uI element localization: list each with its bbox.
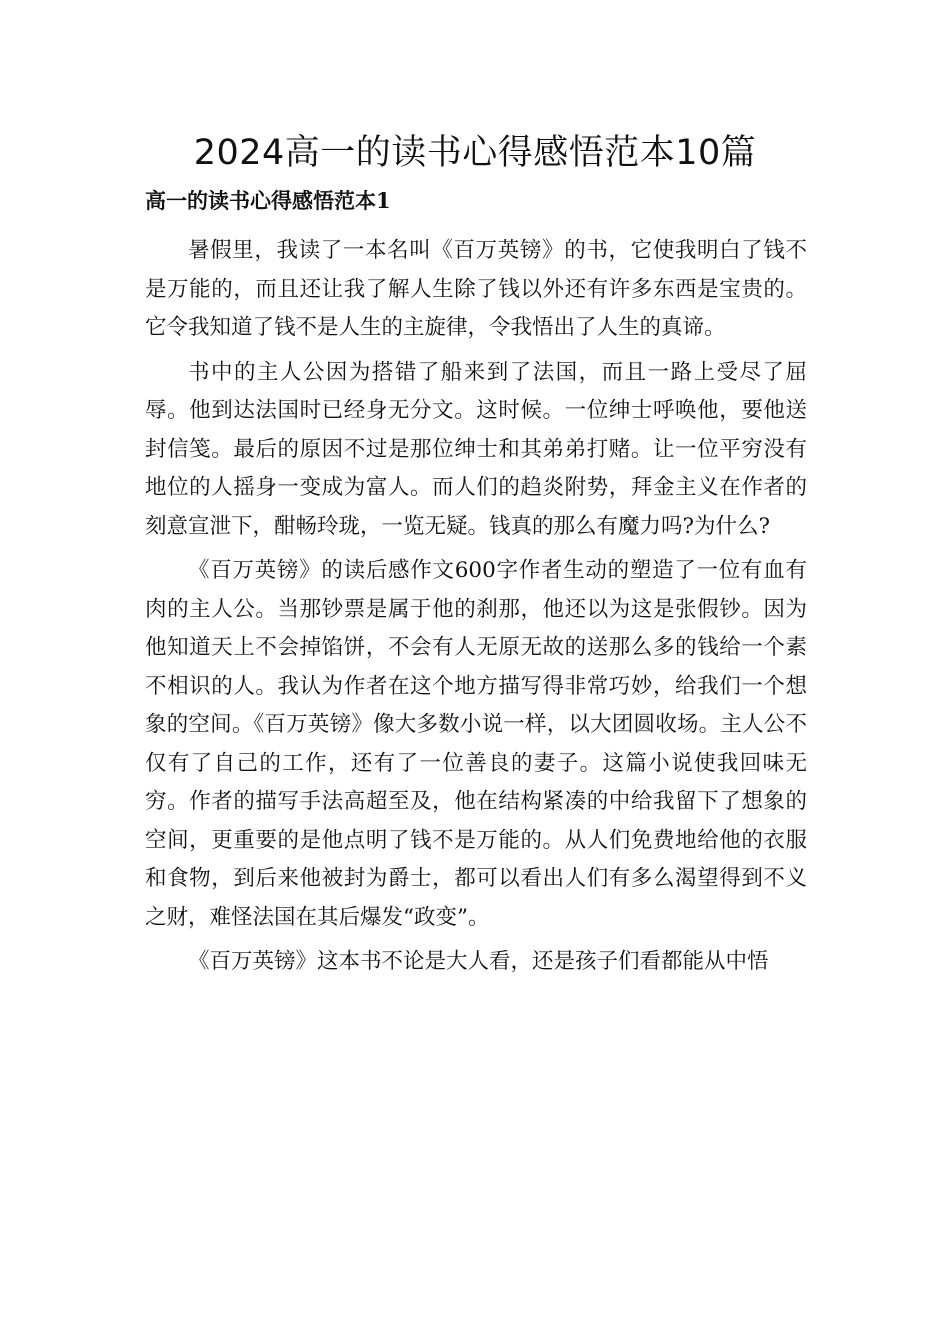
paragraph: 暑假里，我读了一本名叫《百万英镑》的书，它使我明白了钱不是万能的，而且还让我了解人生除了钱以外还有许多东西是宝贵的。它令我知道了钱不是人生的主旋律，令我悟出了人生的真谛。: [145, 238, 807, 340]
document-title: 2024高一的读书心得感悟范本10篇: [193, 133, 757, 173]
paragraph: 《百万英镑》的读后感作文600字作者生动的塑造了一位有血有肉的主人公。当那钞票是属于他的刹那，他还以为这是张假钞。因为他知道天上不会掉馅饼，不会有人无原无故的送那么多的钱给一个素不相识的人。我认为作者在这个地方描写得非常巧妙，给我们一个想象的空间。《百万英镑》像大多数小说一样，以大团圆收场。主人公不仅有了自己的工作，还有了一位善良的妻子。这篇小说使我回味无穷。作者的描写手法高超至及，他在结构紧凑的中给我留下了想象的空间，更重要的是他点明了钱不是万能的。从人们免费地给他的衣服和食物，到后来他被封为爵士，都可以看出人们有多么渴望得到不义之财，难怪法国在其后爆发“政变”。: [145, 558, 807, 930]
section-heading: 高一的读书心得感悟范本1: [145, 188, 391, 213]
paragraph: 《百万英镑》这本书不论是大人看，还是孩子们看都能从中悟: [188, 949, 769, 974]
document-body: [145, 232, 807, 988]
paragraph: 书中的主人公因为搭错了船来到了法国，而且一路上受尽了屈辱。他到达法国时已经身无分文。这时候。一位绅士呼唤他，要他送封信笺。最后的原因不过是那位绅士和其弟弟打赌。让一位平穷没有地位的人摇身一变成为富人。而人们的趋炎附势，拜金主义在作者的刻意宣泄下，酣畅玲珑，一览无疑。钱真的那么有魔力吗?为什么?: [145, 359, 807, 539]
